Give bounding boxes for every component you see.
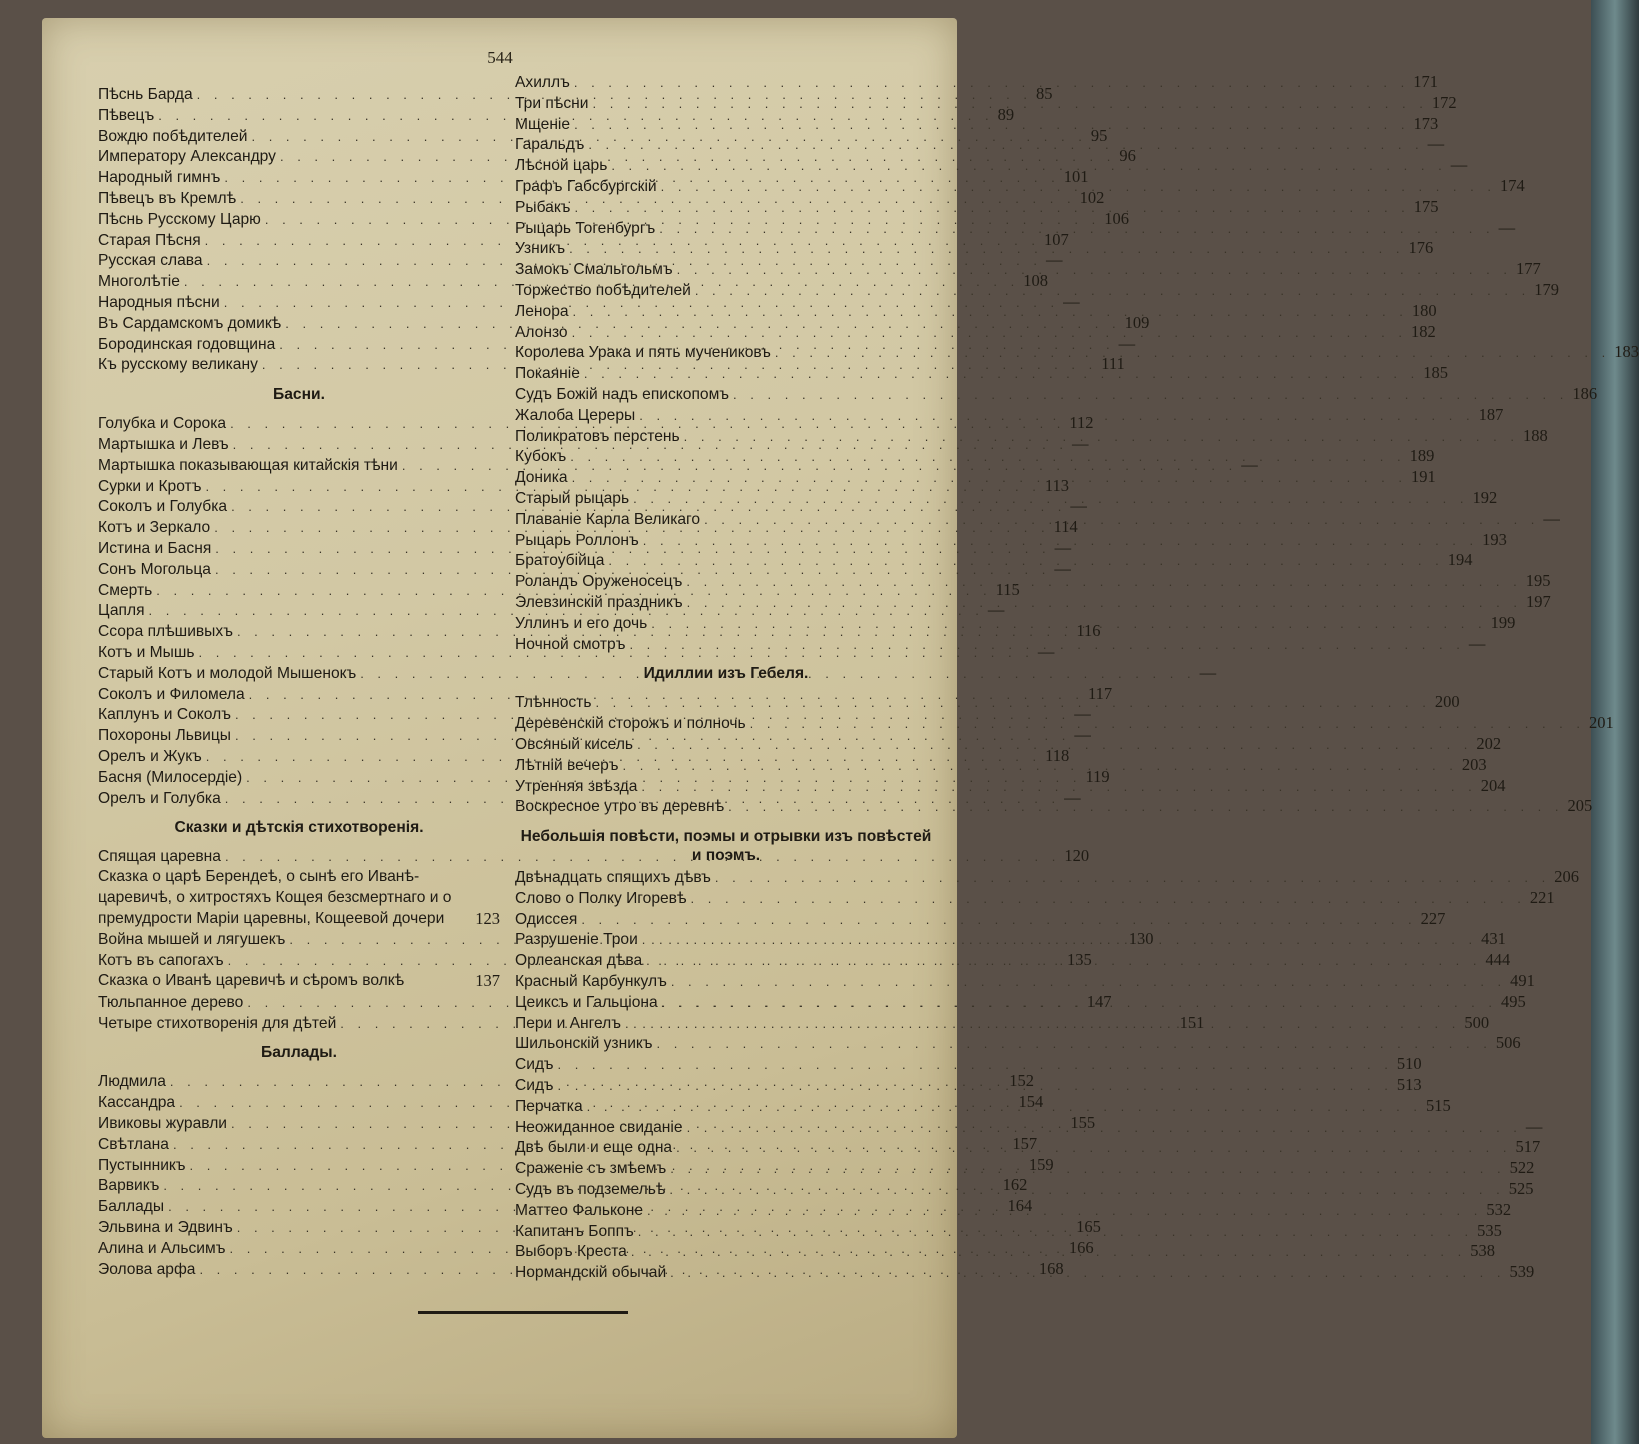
toc-entry-page: 164 [1007,1196,1033,1216]
toc-entry-title: Воскресное утро въ деревнѣ [515,798,725,816]
toc-entry-page: 183 [1614,342,1639,362]
toc-entry [98,867,500,929]
dot-leader [629,635,1464,656]
toc-entry-title: Кассандра [98,1094,176,1112]
toc-entry-title: Королева Урака и пять мучениковъ [515,344,771,362]
dot-leader [637,735,1472,756]
toc-entry-page: 154 [1018,1092,1044,1112]
toc-entry-title: Русская слава [98,252,203,270]
toc-entry-title: Похороны Львицы [98,727,231,745]
toc-entry-title: Мартышка показывающая китайскія тѣни [98,456,398,474]
dot-leader [669,1180,1504,1201]
toc-entry-page: 152 [1009,1071,1034,1091]
toc-entry-title: Въ Сардамскомъ домикѣ [98,314,282,332]
toc-entry-title: Орлеанская дѣва [515,952,643,970]
toc-entry-title: Орелъ и Голубка [98,789,221,807]
dot-leader [557,1055,1392,1076]
toc-entry-title: Ночной смотръ [515,635,626,653]
dot-leader [651,614,1486,635]
toc-entry-page: 95 [1090,125,1108,145]
toc-entry-page: 510 [1396,1054,1422,1074]
toc-entry-page: — [1118,333,1136,353]
toc-entry-page: 113 [1044,475,1069,495]
toc-entry-page: 221 [1529,887,1555,907]
toc-entry-title: Сурки и Кротъ [98,477,202,495]
toc-entry-page: 500 [1464,1012,1490,1032]
toc-entry-title: Цапля [98,602,145,620]
toc-entry-page: 159 [1028,1154,1054,1174]
toc-entry-page: — [1498,217,1516,237]
dot-leader [581,910,1416,931]
toc-entry [515,867,1580,888]
toc-entry-page: 168 [1038,1258,1064,1278]
toc-entry-title: Орелъ и Жукъ [98,747,202,765]
dot-leader [704,510,1539,531]
toc-entry-page: 166 [1068,1237,1094,1257]
toc-entry-page: — [1045,250,1063,270]
toc-entry-title: Выборъ Креста [515,1243,627,1261]
toc-entry-title: Перчатка [515,1097,583,1115]
dot-leader [733,385,1568,406]
toc-entry-page: 114 [1053,517,1078,537]
toc-entry-title: Алонзо [515,323,568,341]
toc-entry-page: 199 [1490,612,1516,632]
toc-entry-page: — [1525,1116,1543,1136]
toc-entry-page: 180 [1411,300,1437,320]
toc-entry-page: — [1427,134,1445,154]
toc-entry-page: — [1241,454,1258,474]
toc-entry-title: Мщеніе [515,115,571,133]
dot-leader [631,1242,1466,1263]
toc-entry-title: Нормандскій обычай [515,1264,667,1282]
dot-leader [647,1201,1482,1222]
toc-entry-title: Эльвина и Эдвинъ [98,1219,233,1237]
toc-entry-title: Разрушеніе Трои [515,931,638,949]
toc-entry-page: 135 [1067,950,1092,970]
toc-entry [98,971,500,992]
dot-leader [587,1097,1422,1118]
toc-entry-title: Ивиковы журавли [98,1115,228,1133]
toc-entry [515,550,1473,571]
dot-leader [728,797,1563,818]
toc-entry-page: 189 [1409,446,1435,466]
toc-entry-title: Сраженіе съ змѣемъ [515,1160,667,1178]
dot-leader [661,177,1496,198]
toc-entry-page: 116 [1076,621,1101,641]
toc-entry [515,908,1446,930]
toc-entry-page: 182 [1410,321,1436,341]
toc-entry-page: 101 [1063,167,1089,187]
toc-entry-title: Утренняя звѣзда [515,777,638,795]
toc-entry-page: 96 [1119,146,1136,166]
toc-entry-page: 197 [1525,591,1551,611]
toc-entry-page: — [1054,537,1072,557]
toc-entry-page: — [1037,641,1055,661]
dot-leader [715,868,1550,889]
toc-entry-page: 165 [1076,1217,1101,1237]
toc-entry [515,887,1555,909]
dot-leader [638,1222,1473,1243]
toc-entry [515,529,1507,551]
toc-entry-page: 179 [1534,279,1559,299]
toc-entry-page: 203 [1461,754,1487,774]
toc-entry-page: — [1543,508,1560,528]
toc-entry-page: 193 [1482,529,1507,549]
toc-entry [515,446,1435,467]
toc-entry-page: 539 [1509,1262,1535,1282]
toc-entry-page: — [1064,787,1081,807]
toc-entry-title: Свѣтлана [98,1135,169,1153]
toc-entry-title: Замокъ Смальгольмъ [515,261,673,279]
toc-entry-page: — [1199,662,1217,682]
toc-entry-page: 538 [1470,1241,1495,1261]
toc-entry-page: 130 [1128,929,1154,949]
toc-entry-title: Жалоба Цереры [515,406,636,424]
toc-entry-title: Пери и Ангелъ [515,1014,621,1032]
dot-leader [641,777,1476,798]
toc-entry-title: Тлѣнность [515,694,592,712]
toc-entry-page: — [1468,633,1486,653]
toc-entry-title: Къ русскому великану [98,356,258,374]
toc-entry-title: Сидъ [515,1056,554,1074]
dot-leader [574,73,1409,94]
toc-entry-page: 506 [1495,1033,1521,1053]
toc-entry-title: Судъ въ подземельѣ [515,1181,666,1199]
toc-entry-title: Роландъ Оруженосецъ [515,573,683,591]
toc-entry-title: Басня (Милосердіе) [98,768,243,786]
toc-entry-title: Деревенскій сторожъ и полночь [515,715,746,733]
toc-entry-title: Старый рыцарь [515,489,630,507]
toc-entry-title: Смерть [98,581,153,599]
toc-entry-title: Вождю побѣдителей [98,127,248,145]
toc-entry-page: — [1074,704,1091,724]
dot-leader [659,219,1494,240]
toc-entry-title: Элевзинскій праздникъ [515,593,683,611]
toc-entry-page: — [1450,155,1468,175]
toc-entry-title: Котъ и Мышь [98,643,195,661]
section-heading: Небольшія повѣсти, поэмы и отрывки изъ повѣстей и поэмъ. [520,828,932,865]
toc-entry-title: Двѣ были и еще одна [515,1139,673,1157]
toc-entry [515,72,1438,93]
dot-leader [656,1034,1491,1055]
toc-entry-page: — [1070,496,1087,516]
toc-entry-title: Двѣнадцать спящихъ дѣвъ [515,869,711,887]
toc-entry-title: Рыцарь Роллонъ [515,531,639,549]
toc-entry-page: 192 [1472,487,1498,507]
dot-leader [557,1076,1392,1097]
toc-entry-page: 532 [1486,1199,1512,1219]
dot-leader [573,302,1408,323]
toc-entry-title: Мартышка и Левъ [98,435,229,453]
toc-entry-page: — [1063,291,1080,311]
toc-entry-title: Народныя пѣсни [98,293,220,311]
toc-entry-page: 188 [1522,425,1548,445]
toc-entry-page: 102 [1079,187,1105,207]
toc-entry-title: Людмила [98,1073,166,1091]
toc-entry-page: 201 [1589,713,1614,733]
toc-entry-page: 109 [1124,312,1150,332]
dot-leader [574,115,1409,136]
toc-entry-page: 195 [1525,571,1551,591]
toc-entry-title: Маттео Фальконе [515,1201,643,1219]
toc-entry-title: Братоубійца [515,552,605,570]
toc-entry-title: Судъ Божій надъ епископомъ [515,385,730,403]
dot-leader [687,1118,1522,1139]
toc-entry-title: Пѣснь Барда [98,86,193,103]
toc-entry-title: Спящая царевна [98,848,221,866]
toc-entry-title: Лѣтній вечеръ [515,756,619,774]
toc-entry-page: 206 [1554,867,1580,887]
toc-entry-title: Ленора [515,302,569,320]
page-number: 544 [487,48,513,67]
toc-entry-title: Старый Котъ и молодой Мышенокъ [98,664,357,682]
toc-entry-title: Доника [515,469,568,487]
dot-leader [687,593,1522,614]
toc-entry-page: 227 [1420,908,1446,928]
toc-entry-title: Бородинская годовщина [98,335,276,353]
dot-leader [676,1138,1511,1159]
dot-leader [572,468,1407,489]
toc-entry-title: Эолова арфа [98,1260,196,1278]
toc-entry-title: Котъ и Зеркало [98,519,211,537]
toc-entry-page: 173 [1413,113,1439,133]
toc-entry-page: 515 [1426,1095,1451,1115]
toc-entry-page: 111 [1101,354,1125,374]
toc-entry-page: 155 [1070,1113,1096,1133]
toc-entry-title: Сидъ [515,1077,554,1095]
toc-entry-page: 147 [1086,991,1112,1011]
toc-entry [515,1054,1422,1075]
toc-entry-page: 123 [475,908,500,928]
toc-entry-page: 194 [1447,550,1473,570]
toc-entry-title: Графъ Габсбургскій [515,177,657,195]
toc-entry-page: 118 [1045,745,1070,765]
dot-leader [646,951,1481,972]
toc-entry-title: Кубокъ [515,448,567,466]
dot-leader [677,260,1512,281]
toc-entry-page: 204 [1480,775,1506,795]
toc-entry-title: Овсяный кисель [515,735,634,753]
toc-entry-title: Цеиксъ и Гальціона [515,993,658,1011]
toc-entry-title: Пѣснь Русскому Царю [98,210,261,228]
dot-leader [775,343,1610,364]
dot-leader [595,693,1430,714]
toc-entry-page: 119 [1085,766,1110,786]
toc-entry-page: 513 [1396,1075,1422,1095]
dot-leader [670,1263,1505,1284]
dot-leader [691,889,1526,910]
toc-entry-title: Рыцарь Тогенбургъ [515,219,656,237]
toc-entry-title: Алина и Альсимъ [98,1239,226,1257]
toc-entry-page: 107 [1044,229,1069,249]
toc-entry-title: Народный гимнъ [98,169,221,187]
toc-entry [515,713,1614,734]
toc-entry-page: — [987,600,1005,620]
section-heading: Баллады. [261,1044,337,1062]
toc-entry-title: Капитанъ Боппъ [515,1222,634,1240]
toc-entry-page: 172 [1431,92,1457,112]
toc-entry-title: Покаяніе [515,365,580,383]
dot-leader [750,714,1585,735]
toc-entry-page: 108 [1023,271,1048,291]
toc-entry-title: Плаваніе Карла Великаго [515,510,701,528]
dot-leader [608,551,1443,572]
toc-entry-title: Ссора плѣшивыхъ [98,623,233,641]
toc-entry-title: Война мышей и лягушекъ [98,931,286,949]
dot-leader [592,94,1427,115]
toc-entry-title: Красный Карбункулъ [515,973,667,991]
toc-entry-title: Соколъ и Филомела [98,685,245,703]
toc-entry-page: 185 [1423,363,1449,383]
toc-entry-title: Слово о Полку Игоревѣ [515,889,687,907]
toc-entry [515,591,1551,613]
toc-entry-title: Многолѣтіе [98,273,180,291]
toc-entry-page: — [1072,433,1089,453]
toc-entry-page: 174 [1500,175,1525,195]
dot-leader [623,756,1458,777]
toc-entry-title: Императору Александру [98,148,276,166]
dot-leader [662,993,1497,1014]
toc-entry-page: 177 [1516,259,1541,279]
dot-leader [642,930,1477,951]
section-heading: Идиллии изъ Гебеля. [643,665,809,683]
toc-entry [515,1033,1521,1054]
section-heading: Сказки и дѣтскія стихотворенія. [174,819,424,837]
toc-entry-page: 522 [1509,1158,1535,1178]
toc-entry-title: Голубка и Сорока [98,415,227,433]
dot-leader [671,972,1506,993]
toc-entry-title: Шильонскій узникъ [515,1035,653,1053]
dot-leader [684,427,1519,448]
toc-entry-title: Неожиданное свиданіе [515,1118,683,1136]
toc-entry-page: 162 [1002,1175,1028,1195]
toc-entry-title: Ахиллъ [515,74,570,91]
toc-entry-page: 171 [1413,72,1438,91]
toc-entry-title: Сонъ Могольца [98,560,211,578]
toc-entry-title: Четыре стихотворенія для дѣтей [98,1014,337,1032]
toc-entry-title: Уллинъ и его дочь [515,614,648,632]
section-heading: Басни. [273,386,325,404]
toc-entry-title: Котъ въ сапогахъ [98,952,224,970]
toc-entry-title: Узникъ [515,240,566,258]
dot-leader [695,281,1530,302]
toc-entry-title: Гаральдъ [515,136,585,154]
toc-entry-page: 535 [1477,1220,1502,1240]
toc-entry-page: 202 [1476,733,1502,753]
toc-entry-page: 205 [1567,796,1593,816]
toc-entry [515,487,1498,509]
toc-entry-page: 117 [1088,683,1113,703]
dot-leader [625,1014,1460,1035]
toc-entry [515,633,1486,655]
toc-entry-page: 89 [997,104,1015,124]
toc-entry-title: Торжество побѣдителей [515,281,691,299]
toc-entry [515,259,1541,280]
end-rule [418,1311,628,1314]
toc-entry-page: 157 [1012,1133,1038,1153]
toc-entry-title: Сказка о Иванѣ царевичѣ и сѣромъ волкѣ [98,972,405,990]
dot-leader [643,531,1478,552]
toc-entry-page: 106 [1104,208,1129,228]
toc-entry-title: Старая Пѣсня [98,231,201,249]
toc-entry-title: Варвикъ [98,1177,160,1195]
toc-entry-title: Поликратовъ перстень [515,427,680,445]
toc-entry [515,971,1535,992]
toc-entry-page: 112 [1069,413,1094,433]
toc-entry-page: — [1054,558,1071,578]
toc-entry-page: — [1074,725,1091,745]
toc-entry-page: 495 [1501,991,1526,1011]
toc-entry-page: 176 [1408,238,1434,258]
toc-entry-title: Лѣсной царь [515,157,608,175]
dot-leader [570,447,1405,468]
toc-entry [515,425,1548,447]
toc-entry-page: 115 [995,579,1020,599]
dot-leader [588,135,1423,156]
toc-entry-title: Соколъ и Голубка [98,498,228,516]
toc-entry [515,796,1593,817]
toc-entry-title: Одиссея [515,910,578,928]
toc-entry-page: 444 [1485,950,1511,970]
toc-entry-title: Тюльпанное дерево [98,993,244,1011]
dot-leader [670,1159,1505,1180]
toc-entry-page: 525 [1508,1179,1534,1199]
dot-leader [584,364,1419,385]
toc-entry-title: Пустынникъ [98,1156,186,1174]
toc-entry-page: 85 [1035,84,1053,103]
dot-leader [569,239,1404,260]
toc-entry-title: Три пѣсни [515,94,589,112]
toc-entry-title: Сказка о царѣ Берендеѣ, о сынѣ его Иванѣ-царевичѣ, о хитростяхъ Кощея безсмертнаго и о премудрости Маріи царевны, Кощеевой дочери [98,868,452,927]
toc-entry-title: Истина и Басня [98,539,212,557]
dot-leader [572,323,1407,344]
dot-leader [611,156,1446,177]
toc-entry-page: 187 [1478,404,1504,424]
toc-entry-title: Пѣвецъ [98,106,155,124]
toc-entry-page: 137 [475,971,500,991]
toc-entry-page: 151 [1179,1012,1205,1032]
toc-entry [515,383,1598,405]
toc-entry-page: 120 [1064,846,1090,866]
toc-entry-page: 200 [1434,692,1460,712]
toc-entry-page: 175 [1413,196,1439,216]
dot-leader [686,572,1521,593]
dot-leader [633,489,1468,510]
toc-entry-page: 491 [1510,971,1535,991]
toc-entry [515,342,1639,363]
toc-entry-page: 191 [1410,467,1436,487]
dot-leader [639,406,1474,427]
toc-entry-page: 431 [1481,929,1506,949]
toc-entry-title: Пѣвецъ въ Кремлѣ [98,189,237,207]
toc-entry-page: 186 [1572,383,1598,403]
toc-entry-title: Каплунъ и Соколъ [98,706,231,724]
toc-entry-title: Баллады [98,1198,165,1216]
dot-leader [574,198,1409,219]
toc-entry-page: 517 [1515,1137,1541,1157]
toc-entry-title: Рыбакъ [515,198,571,216]
